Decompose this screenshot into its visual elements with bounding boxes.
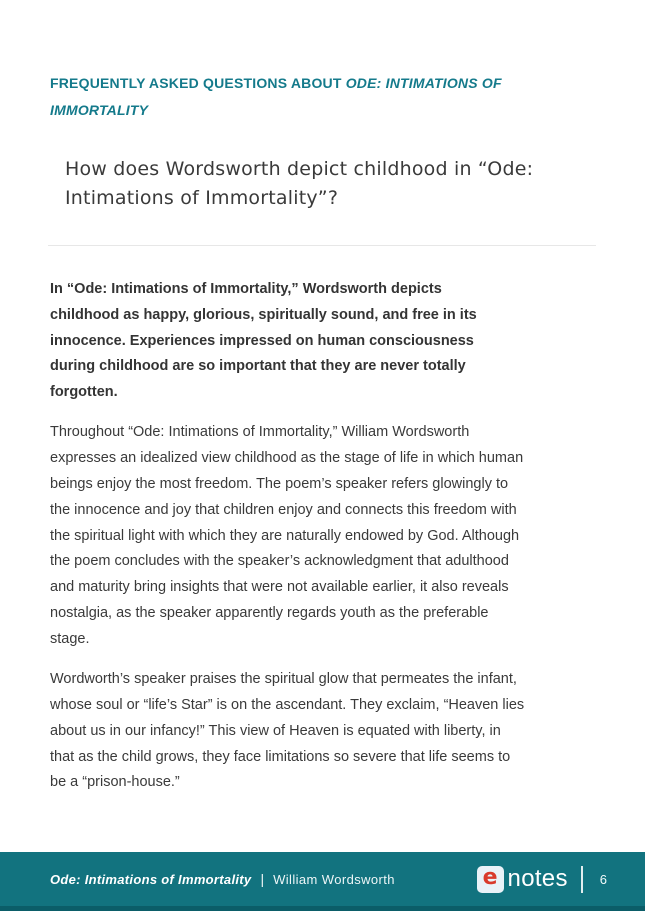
page-footer [0, 852, 645, 911]
paragraph-line: Wordworth’s speaker praises the spiritual glow that permeates the infant, [50, 671, 517, 688]
paragraph-line: stage. [50, 630, 90, 647]
paragraph-line: that as the child grows, they face limitations so severe that life seems to [50, 748, 511, 765]
paragraph-line: childhood as happy, glorious, spiritually sound, and free in its [50, 306, 477, 323]
divider [48, 245, 596, 246]
paragraph-line: expresses an idealized view childhood as the stage of life in which human [50, 450, 524, 467]
answer-paragraph [50, 420, 610, 652]
paragraph-line: the innocence and joy that children enjoy and connects this freedom with [50, 501, 517, 518]
paragraph-line: and maturity bring insights that were not available earlier, it also reveals [50, 579, 509, 596]
question-title: How does Wordsworth depict childhood in “Ode: Intimations of Immortality”? [65, 158, 534, 209]
paragraph-line: innocence. Experiences impressed on human consciousness [50, 332, 474, 349]
enotes-logo-text: notes [507, 865, 568, 892]
answer-body [50, 277, 610, 811]
page-number: 6 [599, 871, 607, 887]
footer-citation [50, 871, 395, 887]
footer-page-separator-bar [581, 866, 583, 893]
paragraph-line: Throughout “Ode: Intimations of Immortality,” William Wordsworth [50, 424, 470, 441]
faq-section-heading [50, 70, 598, 123]
footer-brand [477, 865, 607, 893]
enotes-logo-e: e [482, 865, 498, 890]
faq-heading-label: FREQUENTLY ASKED QUESTIONS ABOUT [50, 75, 346, 91]
paragraph-line: be a “prison-house.” [50, 774, 180, 791]
footer-work-title: Ode: Intimations of Immortality [50, 871, 252, 887]
paragraph-line: the spiritual light with which they are naturally endowed by God. Although [50, 527, 520, 544]
paragraph-line: In “Ode: Intimations of Immortality,” Wordsworth depicts [50, 281, 442, 297]
paragraph-line: beings enjoy the most freedom. The poem’s speaker refers glowingly to [50, 476, 509, 493]
paragraph-line: nostalgia, as the speaker apparently regards youth as the preferable [50, 605, 489, 622]
paragraph-line: during childhood are so important that they are never totally [50, 358, 466, 375]
answer-paragraph [50, 277, 610, 406]
faq-heading-work-title: ODE: INTIMATIONS OF IMMORTALITY [50, 75, 502, 118]
paragraph-line: forgotten. [50, 384, 118, 401]
enotes-logo-icon [477, 866, 504, 893]
footer-separator: | [260, 871, 265, 887]
paragraph-line: the poem concludes with the speaker’s acknowledgment that adulthood [50, 553, 509, 570]
paragraph-line: about us in our infancy!” This view of Heaven is equated with liberty, in [50, 722, 501, 739]
paragraph-line: whose soul or “life’s Star” is on the ascendant. They exclaim, “Heaven lies [50, 696, 525, 713]
footer-author: William Wordsworth [273, 871, 395, 887]
answer-paragraph [50, 667, 610, 796]
